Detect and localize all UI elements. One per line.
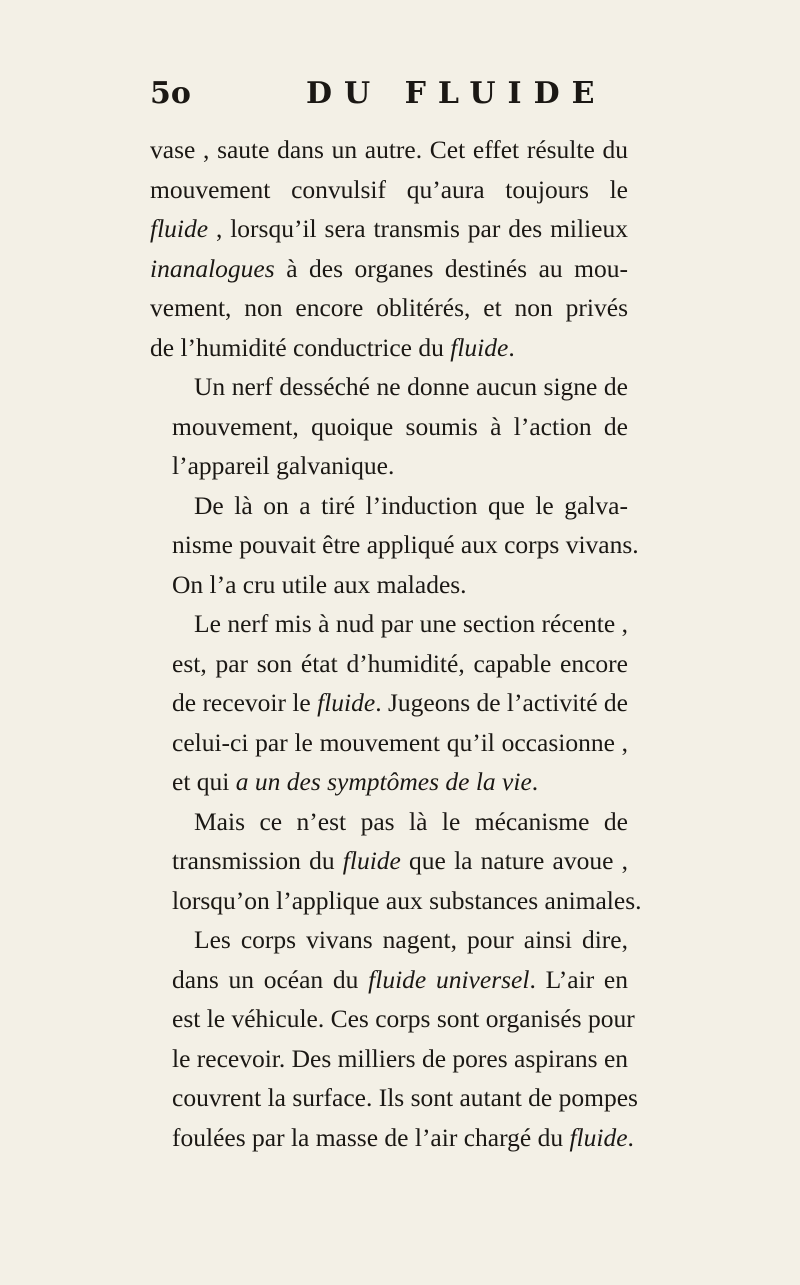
- text-line: mouvement convulsif qu’aura toujours le: [150, 174, 628, 204]
- text-line: et qui a un des symptômes de la vie.: [172, 767, 539, 796]
- text-line: On l’a cru utile aux malades.: [172, 569, 467, 599]
- paragraph-6: [150, 920, 638, 1157]
- text-line: de recevoir le fluide. Jugeons de l’activité de: [172, 688, 628, 717]
- paragraph-5: [150, 802, 642, 921]
- text-line: nisme pouvait être appliqué aux corps vivans.: [172, 530, 639, 559]
- paragraph-2: [150, 367, 628, 486]
- text-line: est le véhicule. Ces corps sont organisés pour: [172, 1004, 635, 1033]
- text-line: transmission du fluide que la nature avoue ,: [172, 846, 628, 875]
- text-line: Mais ce n’est pas là le mécanisme de: [194, 806, 628, 836]
- text-line: Un nerf desséché ne donne aucun signe de: [194, 372, 628, 401]
- paragraph-1: [150, 130, 628, 367]
- text-line: est, par son état d’humidité, capable encore: [172, 648, 628, 678]
- running-title: DU FLUIDE: [306, 76, 607, 111]
- page-header: [150, 76, 610, 116]
- text-line: vase , saute dans un autre. Cet effet résulte du: [150, 135, 628, 164]
- page-number: 5o: [150, 76, 191, 111]
- text-line: le recevoir. Des milliers de pores aspirans en: [172, 1043, 629, 1073]
- text-line: mouvement, quoique soumis à l’action de: [172, 411, 628, 441]
- text-line: foulées par la masse de l’air chargé du fluide.: [172, 1122, 634, 1152]
- text-line: Le nerf mis à nud par une section récente ,: [194, 609, 628, 638]
- text-line: Les corps vivans nagent, pour ainsi dire,: [194, 925, 628, 954]
- text-line: de l’humidité conductrice du fluide.: [150, 332, 515, 362]
- text-line: celui-ci par le mouvement qu’il occasionne ,: [172, 727, 628, 757]
- text-line: l’appareil galvanique.: [172, 451, 395, 480]
- text-line: couvrent la surface. Ils sont autant de pompes: [172, 1083, 638, 1112]
- text-line: vement, non encore oblitérés, et non privés: [150, 293, 628, 322]
- text-line: inanalogues à des organes destinés au mou-: [150, 253, 628, 283]
- paragraph-3: [150, 486, 639, 605]
- text-line: De là on a tiré l’induction que le galva-: [194, 490, 628, 520]
- body-text: [150, 130, 642, 1157]
- text-line: dans un océan du fluide universel. L’air en: [172, 964, 628, 994]
- text-line: fluide , lorsqu’il sera transmis par des milieux: [150, 214, 628, 243]
- paragraph-4: [150, 604, 628, 802]
- text-line: lorsqu’on l’applique aux substances animales.: [172, 885, 642, 915]
